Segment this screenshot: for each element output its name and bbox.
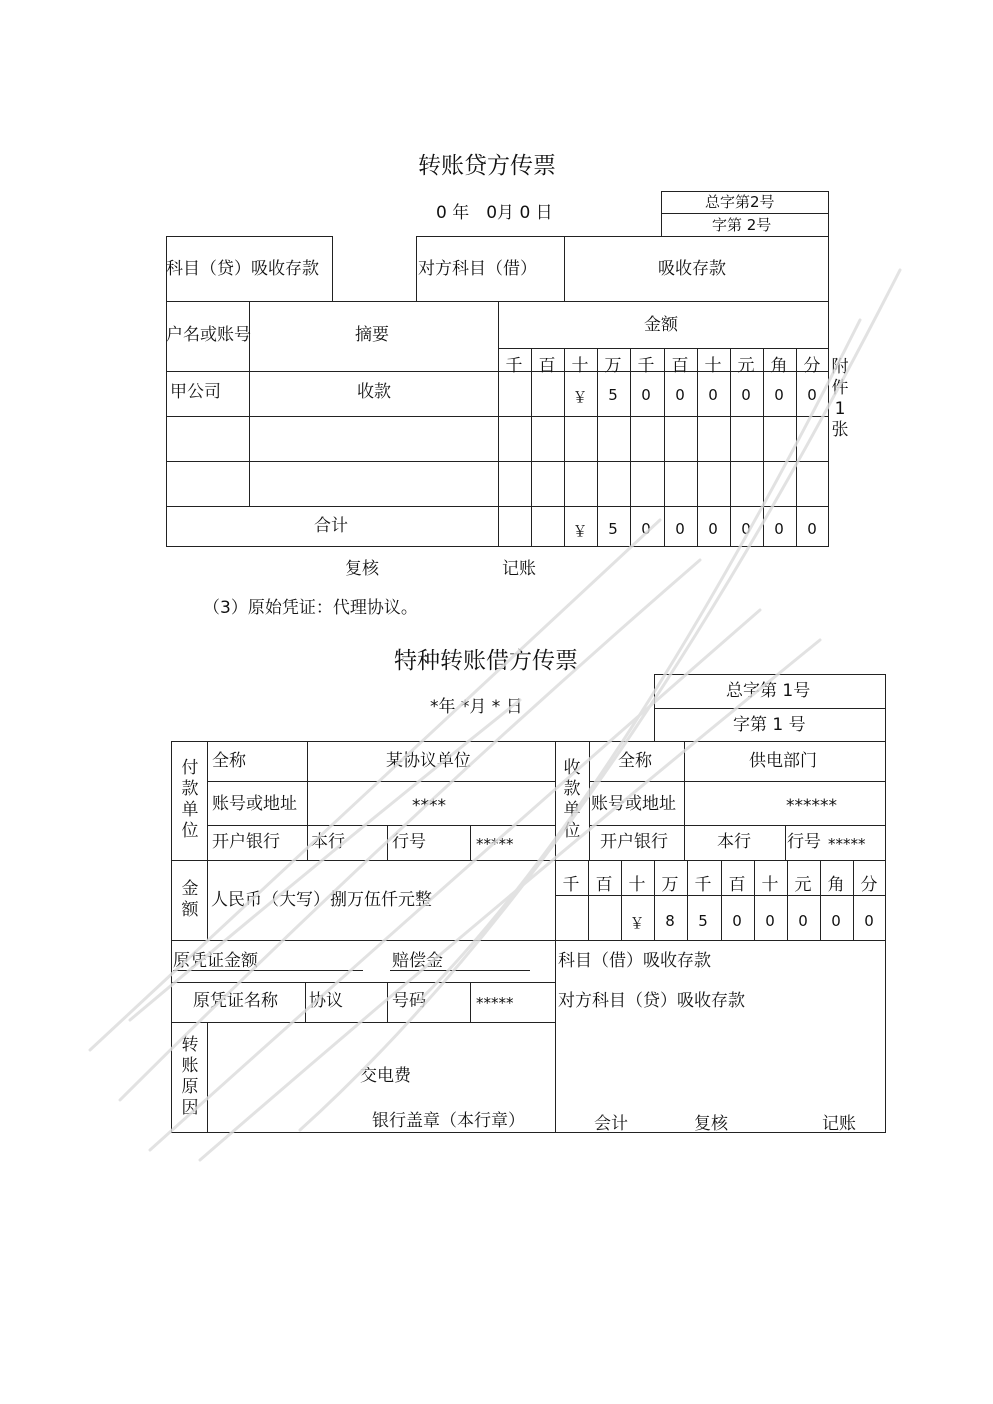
voucher2-payer-bank: 本行 xyxy=(311,832,345,852)
voucher2-unit-label: 角 xyxy=(827,875,845,895)
voucher1-total-digit: ￥ xyxy=(572,522,588,540)
voucher1-col-summary: 摘要 xyxy=(355,325,389,345)
voucher2-amount-words: 人民币（大写）捌万伍仟元整 xyxy=(211,890,432,910)
voucher2-digit: 0 xyxy=(732,912,742,930)
voucher2-date: *年 *月 * 日 xyxy=(430,697,523,717)
voucher2-unit-label: 十 xyxy=(761,875,779,895)
voucher1-amount-divider xyxy=(597,348,598,547)
voucher2-unit-label: 千 xyxy=(562,875,580,895)
voucher1-bookkeeper: 记账 xyxy=(502,559,536,579)
voucher2-accountant: 会计 xyxy=(594,1114,628,1134)
voucher2-unit-label: 千 xyxy=(694,875,712,895)
voucher2-reason-label: 转账原因 xyxy=(181,1035,199,1118)
voucher1-unit-label: 百 xyxy=(671,356,689,376)
voucher2-unit-label: 百 xyxy=(728,875,746,895)
voucher2-payer-name-label: 全称 xyxy=(212,751,246,771)
voucher1-digit: 5 xyxy=(608,386,618,404)
voucher2-bookkeeper: 记账 xyxy=(822,1114,856,1134)
voucher1-total-digit: 0 xyxy=(807,520,817,538)
voucher1-unit-label: 千 xyxy=(637,356,655,376)
voucher1-attachment: 附件1张 xyxy=(831,357,849,440)
voucher2-unit-label: 万 xyxy=(661,875,679,895)
voucher2-total-no: 总字第 1号 xyxy=(726,681,811,701)
voucher2-reviewer: 复核 xyxy=(694,1114,728,1134)
voucher1-amount-divider xyxy=(630,348,631,547)
voucher2-payer-bankno-label: 行号 xyxy=(392,832,426,852)
voucher2-payee-account-label: 账号或地址 xyxy=(591,794,676,814)
voucher2-unit-label: 百 xyxy=(595,875,613,895)
voucher1-date: 0 年 0月 0 日 xyxy=(436,203,553,223)
voucher2-orig-name-label: 原凭证名称 xyxy=(193,991,278,1011)
voucher1-digit: ￥ xyxy=(572,388,588,406)
voucher1-total-no: 总字第2号 xyxy=(705,193,775,211)
voucher1-digit: 0 xyxy=(708,386,718,404)
voucher2-orig-amount-value: 赔偿金 xyxy=(392,951,443,971)
voucher1-unit-label: 千 xyxy=(505,356,523,376)
voucher2-title: 特种转账借方传票 xyxy=(394,648,578,674)
voucher1-no: 字第 2号 xyxy=(712,216,772,234)
voucher1-amount-divider xyxy=(531,348,532,547)
voucher1-amount-divider xyxy=(664,348,665,547)
voucher2-digit: 8 xyxy=(665,912,675,930)
voucher1-digit: 0 xyxy=(774,386,784,404)
voucher2-payer-bank-label: 开户银行 xyxy=(212,832,280,852)
voucher1-col-account: 户名或账号 xyxy=(166,325,251,345)
voucher1-unit-label: 分 xyxy=(803,356,821,376)
voucher2-subject: 科目（借）吸收存款 xyxy=(558,951,711,971)
voucher2-payee-bank-label: 开户银行 xyxy=(600,832,668,852)
voucher1-unit-label: 元 xyxy=(737,356,755,376)
voucher2-digit: 0 xyxy=(765,912,775,930)
voucher2-payee-label: 收款单位 xyxy=(563,758,581,841)
voucher2-payer-account: **** xyxy=(412,796,446,816)
voucher1-unit-label: 十 xyxy=(571,356,589,376)
voucher1-total-digit: 0 xyxy=(675,520,685,538)
voucher1-total-digit: 0 xyxy=(774,520,784,538)
voucher2-payee-name: 供电部门 xyxy=(749,751,817,771)
voucher2-unit-label: 元 xyxy=(794,875,812,895)
voucher1-counter-label: 对方科目（借） xyxy=(418,259,537,279)
voucher1-unit-label: 十 xyxy=(704,356,722,376)
voucher1-amount-divider xyxy=(730,348,731,547)
voucher2-reason-value: 交电费 xyxy=(360,1066,411,1086)
voucher2-counter: 对方科目（贷）吸收存款 xyxy=(558,991,745,1011)
voucher2-unit-label: 十 xyxy=(628,875,646,895)
voucher2-payee-name-label: 全称 xyxy=(618,751,652,771)
voucher1-total-label: 合计 xyxy=(314,516,348,536)
voucher2-orig-no-label: 号码 xyxy=(392,991,426,1011)
voucher1-amount-divider xyxy=(763,348,764,547)
voucher2-digit: ￥ xyxy=(629,914,645,932)
voucher1-row1-account: 甲公司 xyxy=(170,382,221,402)
voucher1-counter-value: 吸收存款 xyxy=(658,259,726,279)
voucher1-subject: 科目（贷）吸收存款 xyxy=(166,259,319,279)
voucher2-orig-amount-label: 原凭证金额 xyxy=(173,951,258,971)
voucher1-amount-divider xyxy=(564,348,565,547)
voucher1-row1-summary: 收款 xyxy=(357,382,391,402)
voucher1-digit: 0 xyxy=(641,386,651,404)
voucher1-total-digit: 0 xyxy=(641,520,651,538)
voucher2-payee-bankno-label: 行号 xyxy=(787,832,821,852)
voucher2-stamp: 银行盖章（本行章） xyxy=(372,1111,525,1131)
voucher1-unit-label: 百 xyxy=(538,356,556,376)
voucher2-amount-label: 金额 xyxy=(181,879,199,920)
voucher2-orig-no-value: ***** xyxy=(476,994,514,1012)
voucher1-amount-divider xyxy=(796,348,797,547)
voucher2-digit: 0 xyxy=(831,912,841,930)
voucher1-digit: 0 xyxy=(741,386,751,404)
voucher2-payer-name: 某协议单位 xyxy=(386,751,471,771)
voucher2-unit-label: 分 xyxy=(860,875,878,895)
voucher2-no: 字第 1 号 xyxy=(733,715,806,735)
voucher1-col-amount: 金额 xyxy=(644,315,678,335)
voucher2-payee-bank: 本行 xyxy=(717,832,751,852)
voucher2-digit: 5 xyxy=(698,912,708,930)
voucher2-digit: 0 xyxy=(864,912,874,930)
voucher1-digit: 0 xyxy=(675,386,685,404)
voucher1-total-digit: 5 xyxy=(608,520,618,538)
voucher1-unit-label: 角 xyxy=(770,356,788,376)
voucher1-total-digit: 0 xyxy=(708,520,718,538)
voucher2-payer-bankno: ***** xyxy=(476,835,514,853)
voucher1-reviewer: 复核 xyxy=(345,559,379,579)
voucher2-orig-name-value: 协议 xyxy=(309,991,343,1011)
source-document-note: （3）原始凭证：代理协议。 xyxy=(203,598,418,618)
voucher1-unit-label: 万 xyxy=(604,356,622,376)
voucher2-digit: 0 xyxy=(798,912,808,930)
voucher2-payee-account: ****** xyxy=(786,796,837,816)
voucher2-payer-account-label: 账号或地址 xyxy=(212,794,297,814)
voucher2-payer-label: 付款单位 xyxy=(181,758,199,841)
voucher1-title: 转账贷方传票 xyxy=(418,153,556,179)
voucher1-total-digit: 0 xyxy=(741,520,751,538)
voucher2-payee-bankno: ***** xyxy=(828,835,866,853)
voucher1-amount-divider xyxy=(697,348,698,547)
voucher1-digit: 0 xyxy=(807,386,817,404)
